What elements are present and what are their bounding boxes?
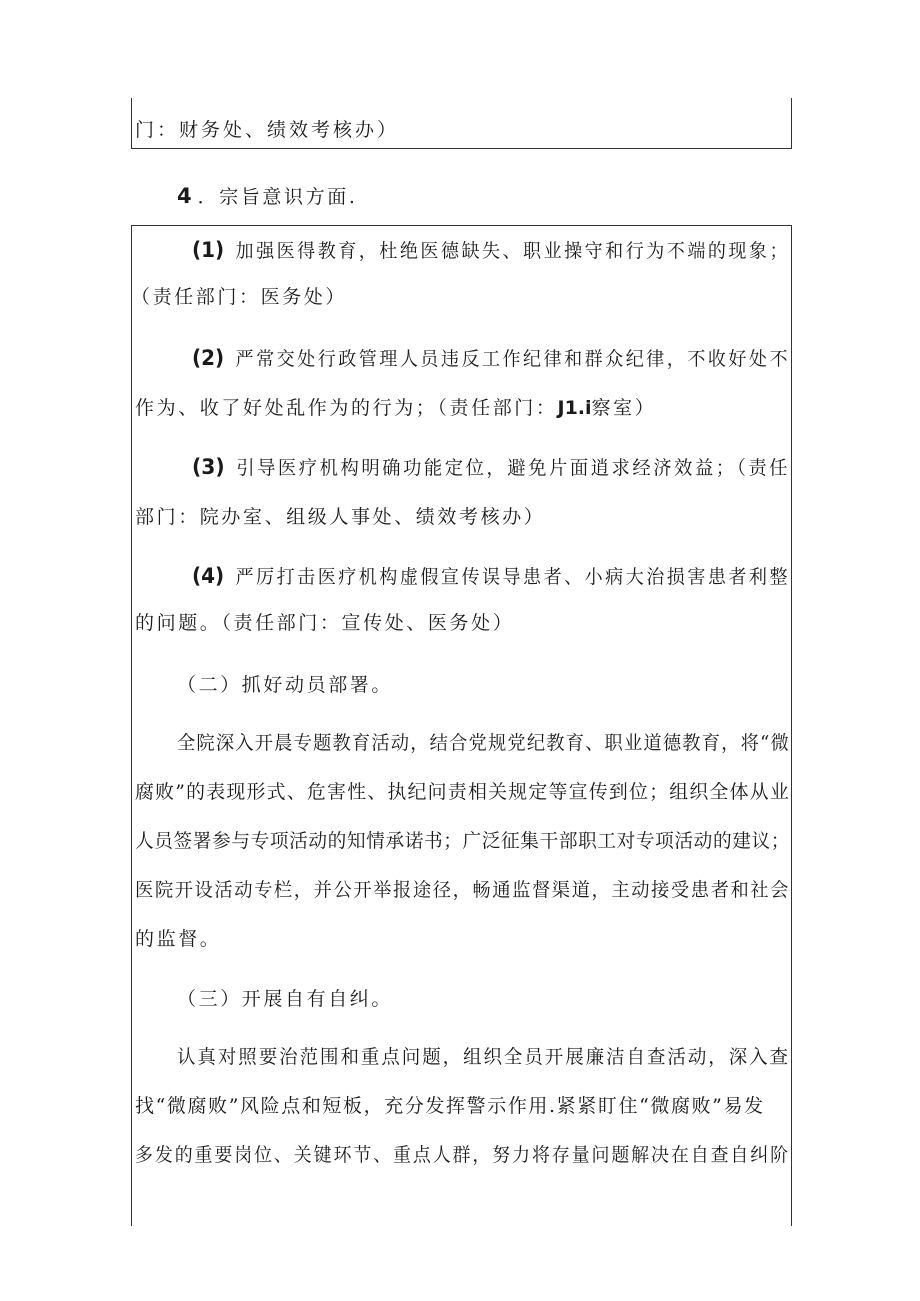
item-2-text: 严常交处行政管理人员违反工作纪律和群众纪律，不收好处不 — [235, 348, 791, 370]
subsection-3-line-3: 多发的重要岗位、关键环节、重点人群，努力将存量问题解决在自查自纠阶 — [135, 1144, 790, 1166]
subsection-2-line-3: 人员签署参与专项活动的知情承诺书；广泛征集干部职工对专项活动的建议； — [135, 830, 791, 852]
item-1-number: (1) — [192, 238, 225, 262]
item-4-number: (4) — [192, 564, 225, 588]
section-4-title: ．宗旨意识方面. — [197, 186, 358, 208]
subsection-2-line-1: 全院深入开晨专题教育活动，结合党规党纪教育、职业道德教育，将“微 — [177, 732, 790, 754]
item-3-text: 引导医疗机构明确功能定位，避免片面逍求经济效益；（责任 — [236, 457, 791, 479]
item-4-line-1 — [192, 564, 790, 589]
subsection-3-line-1: 认真对照要治范围和重点问题，组织全员开展廉洁自查活动，深入查 — [177, 1046, 791, 1068]
subsection-2-line-4: 医院开设活动专栏，并公开举报途径，畅通监督渠道，主动接受患者和社会 — [135, 879, 790, 901]
item-1-line-1 — [192, 238, 790, 263]
item-2-line-2 — [135, 396, 656, 420]
item-2-number: (2) — [192, 346, 225, 370]
item-2-line-1 — [192, 346, 790, 371]
section-4-heading — [177, 184, 357, 209]
item-2-text-2b: 察室） — [591, 397, 657, 419]
subsection-3-heading: （三）开展自有自纠。 — [177, 988, 394, 1010]
subsection-2-line-2: 腐败”的表现形式、危害性、执纪问责相关规定等宣传到位；组织全体从业 — [135, 781, 791, 803]
item-3-line-2: 部门：院办室、组级人事处、绩效考核办） — [135, 506, 546, 528]
item-2-dept-code: J1.i — [557, 397, 592, 419]
main-table-cell — [131, 225, 792, 1226]
subsection-2-line-5: 的监督。 — [135, 928, 222, 950]
subsection-3-line-2: 找“微腐败”风险点和短板，充分发挥警示作用.紧紧盯住“微腐败”易发 — [135, 1095, 765, 1117]
item-1-line-2: （责任部门：医务处） — [131, 286, 348, 308]
item-3-line-1 — [192, 455, 790, 480]
item-4-text: 严厉打击医疗机构虚假宣传误导患者、小病大治损害患者利整 — [235, 566, 791, 588]
subsection-2-heading: （二）抓好动员部署。 — [177, 674, 394, 696]
top-cell-text: 门：财务处、绩效考核办） — [135, 119, 400, 141]
item-4-line-2: 的问题。（责任部门：宣传处、医务处） — [135, 612, 515, 634]
item-3-number: (3) — [192, 455, 225, 479]
section-4-number: 4 — [177, 184, 192, 208]
item-2-text-2a: 作为、收了好处乱作为的行为；（责任部门： — [135, 397, 558, 419]
item-1-text: 加强医得教育，杜绝医德缺失、职业操守和行为不端的现象； — [235, 240, 791, 262]
